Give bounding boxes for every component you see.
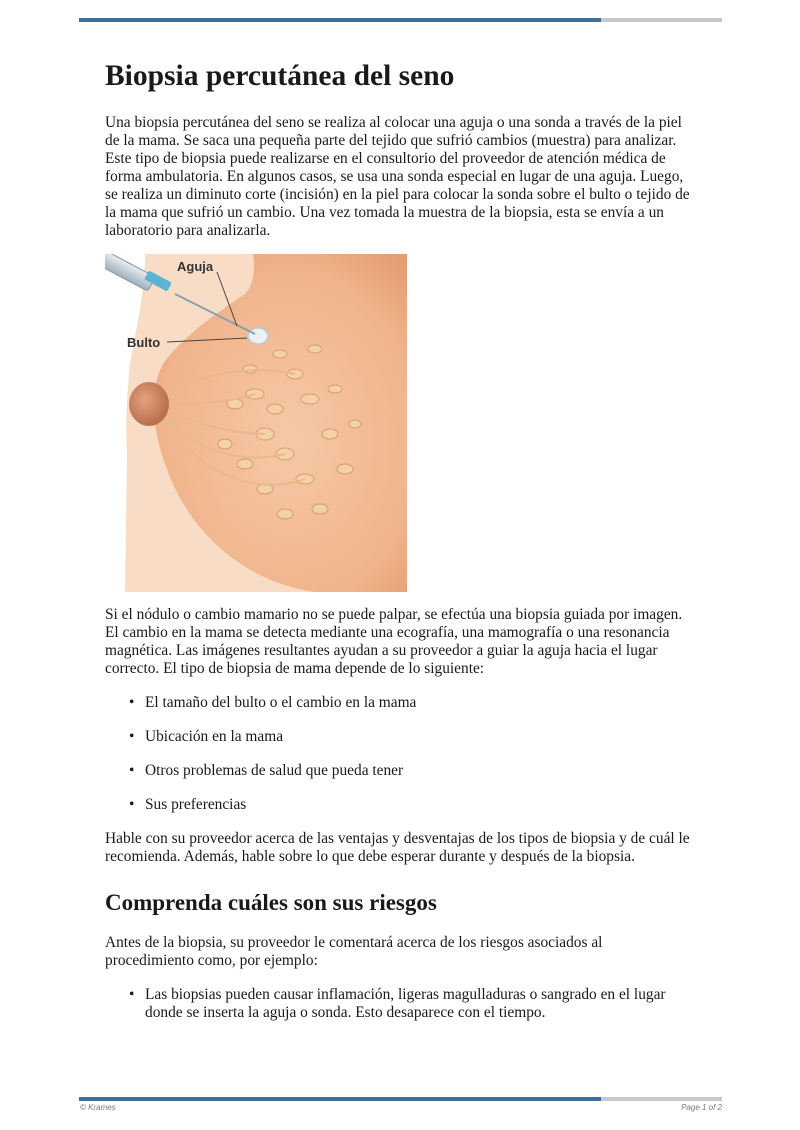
- footer-progress-bar: [79, 1097, 722, 1101]
- label-needle: Aguja: [177, 259, 214, 274]
- list-item: • Las biopsias pueden causar inflamación, ligeras magulladuras o sangrado en el lugar donde se inserta la aguja o sonda. Esto desaparece con el tiempo.: [129, 986, 666, 1021]
- bullet-icon: •: [129, 986, 135, 1003]
- label-lump: Bulto: [127, 335, 161, 350]
- nipple: [129, 382, 169, 426]
- factors-list: [105, 694, 695, 814]
- list-item: • Otros problemas de salud que pueda tener: [129, 762, 404, 779]
- intro-paragraph: Una biopsia percutánea del seno se realiza al colocar una aguja o una sonda a través de la piel de la mama. Se saca una pequeña parte del tejido que sufrió cambios (muestra) para analizar. Este tipo de biopsia puede realizarse en el consultorio del proveedor de atención médica de forma ambulatoria. En algunos casos, se usa una sonda especial en lugar de una aguja. Luego, se realiza un diminuto corte (incisión) en la piel para colocar la sonda sobre el bulto o tejido de la mama que sufrió un cambio. Una vez tomada la muestra de la biopsia, esta se envía a un laboratorio para analizarla.: [105, 114, 690, 239]
- footer-bar-fill: [79, 1097, 601, 1101]
- footer-page-number: Page 1 of 2: [681, 1103, 722, 1112]
- risks-list: [105, 986, 695, 1022]
- list-item: • El tamaño del bulto o el cambio en la mama: [129, 694, 417, 711]
- footer-copyright: © Krames: [80, 1103, 116, 1112]
- bullet-icon: •: [129, 694, 135, 711]
- header-progress-bar: [79, 18, 722, 22]
- document-body: [105, 56, 695, 1038]
- imaging-paragraph: Si el nódulo o cambio mamario no se puede palpar, se efectúa una biopsia guiada por imagen. El cambio en la mama se detecta mediante una ecografía, una mamografía o una resonancia magnética. Las imágenes resultantes ayudan a su proveedor a guiar la aguja hacia el lugar correcto. El tipo de biopsia de mama depende de lo siguiente:: [105, 606, 683, 677]
- breast-biopsy-illustration: [105, 254, 407, 592]
- page-title: Biopsia percutánea del seno: [105, 60, 455, 92]
- bullet-icon: •: [129, 728, 135, 745]
- header-bar-fill: [79, 18, 601, 22]
- list-item: • Sus preferencias: [129, 796, 247, 813]
- list-item: • Ubicación en la mama: [129, 728, 284, 745]
- section-heading-risks: Comprenda cuáles son sus riesgos: [105, 890, 437, 915]
- discussion-paragraph: Hable con su proveedor acerca de las ventajas y desventajas de los tipos de biopsia y de cuál le recomienda. Además, hable sobre lo que debe esperar durante y después de la biopsia.: [105, 830, 690, 865]
- lump: [248, 328, 268, 344]
- risks-intro-paragraph: Antes de la biopsia, su proveedor le comentará acerca de los riesgos asociados al procedimiento como, por ejemplo:: [105, 934, 603, 969]
- bullet-icon: •: [129, 796, 135, 813]
- bullet-icon: •: [129, 762, 135, 779]
